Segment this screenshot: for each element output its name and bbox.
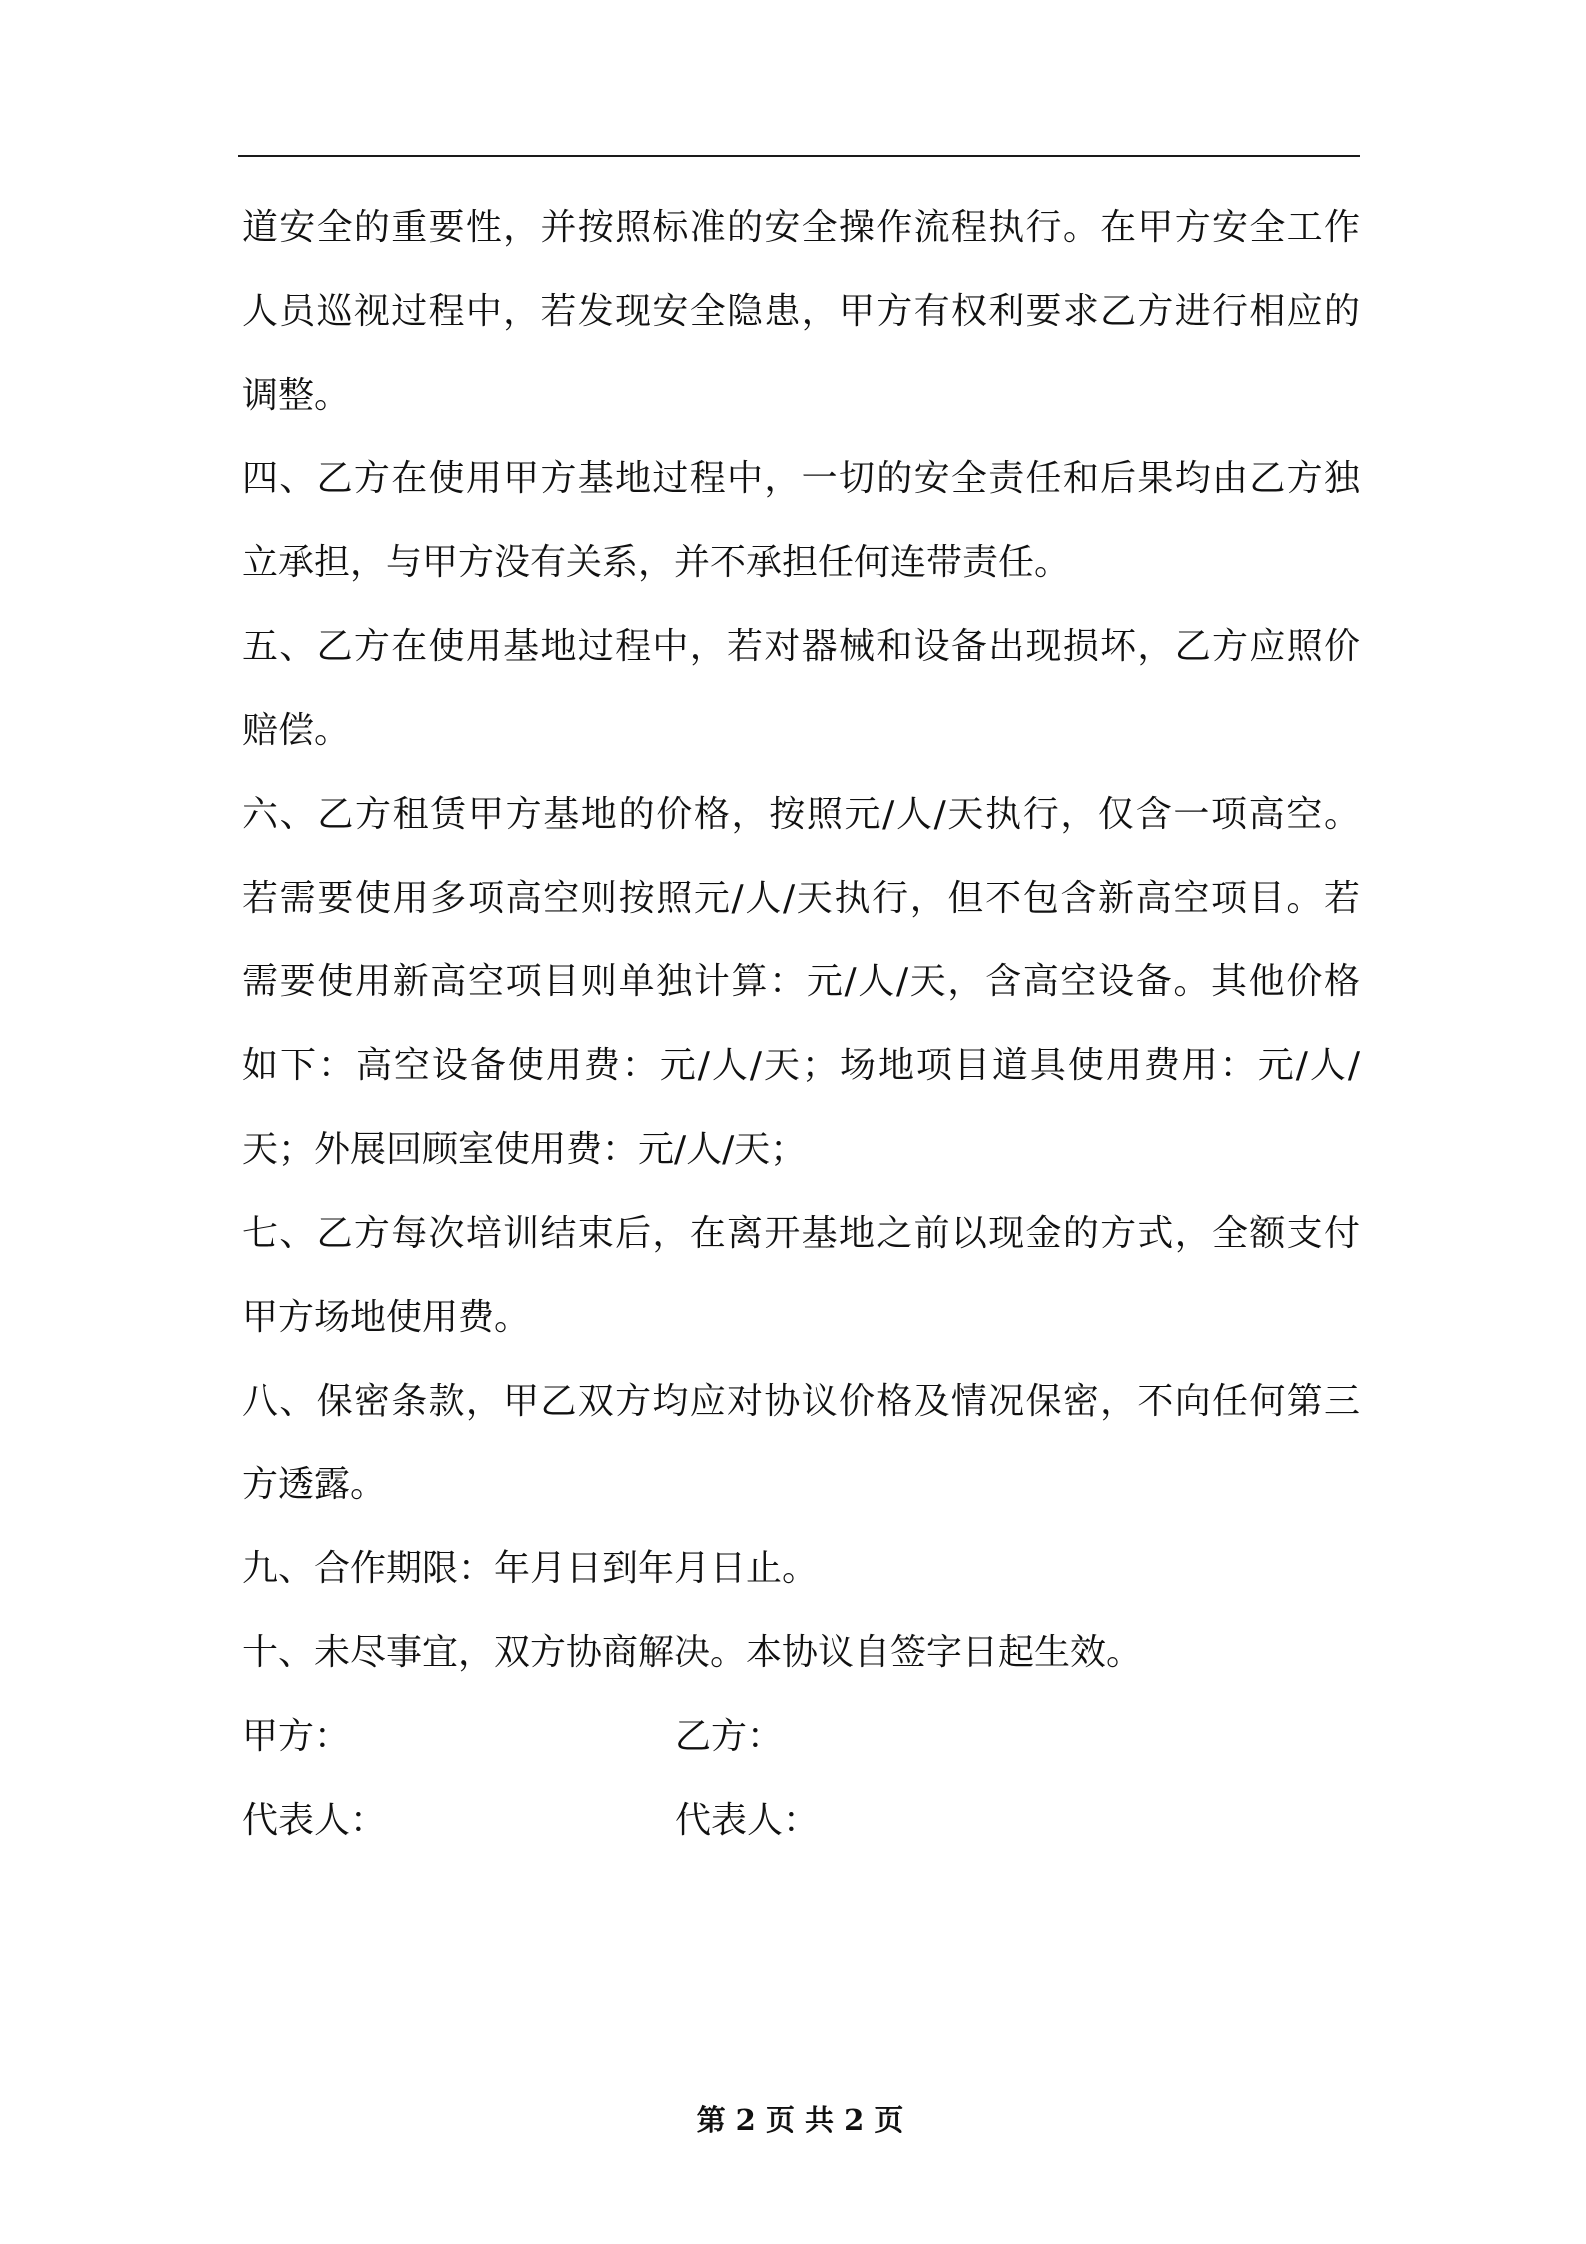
header-rule [238, 155, 1360, 157]
body-text-line: 赔偿。 [242, 709, 351, 751]
clause-7 [242, 1192, 1360, 1360]
body-text-line: 调整。 [242, 374, 351, 416]
clause-9 [242, 1527, 1360, 1611]
clause-4 [242, 437, 1360, 605]
party-b-label: 乙方： [675, 1715, 784, 1757]
body-text-line: 七、乙方每次培训结束后，在离开基地之前以现金的方式，全额支付 [242, 1212, 1360, 1254]
body-text-line: 四、乙方在使用甲方基地过程中，一切的安全责任和后果均由乙方独 [242, 458, 1360, 500]
body-text-line: 立承担，与甲方没有关系，并不承担任何连带责任。 [242, 542, 1071, 584]
body-text-line: 五、乙方在使用基地过程中，若对器械和设备出现损坏，乙方应照价 [242, 626, 1360, 668]
body-text-line: 甲方场地使用费。 [242, 1296, 531, 1338]
party-a-representative-label: 代表人： [242, 1799, 387, 1841]
signature-party-row [242, 1695, 1360, 1779]
body-text-line: 六、乙方租赁甲方基地的价格，按照元/人/天执行，仅含一项高空。 [242, 793, 1360, 835]
body-text-line: 人员巡视过程中，若发现安全隐患，甲方有权利要求乙方进行相应的 [242, 290, 1360, 332]
party-b-representative-label: 代表人： [675, 1799, 820, 1841]
clause-10 [242, 1611, 1360, 1695]
body-text-line: 方透露。 [242, 1464, 387, 1506]
paragraph-continued-safety [242, 186, 1360, 437]
clause-6 [242, 773, 1360, 1192]
clause-8 [242, 1360, 1360, 1528]
signature-representative-row [242, 1779, 1360, 1863]
party-a-label: 甲方： [242, 1715, 351, 1757]
body-text-line: 八、保密条款，甲乙双方均应对协议价格及情况保密，不向任何第三 [242, 1380, 1360, 1422]
body-text-line: 十、未尽事宜，双方协商解决。本协议自签字日起生效。 [242, 1632, 1143, 1674]
body-text-line: 道安全的重要性，并按照标准的安全操作流程执行。在甲方安全工作 [242, 207, 1360, 248]
body-text-line: 需要使用新高空项目则单独计算：元/人/天，含高空设备。其他价格 [242, 961, 1360, 1003]
body-text-line: 如下：高空设备使用费：元/人/天；场地项目道具使用费用：元/人/ [242, 1045, 1360, 1087]
body-text-line: 若需要使用多项高空则按照元/人/天执行，但不包含新高空项目。若 [242, 877, 1360, 919]
page-number-footer: 第 2 页 共 2 页 [696, 2103, 904, 2137]
document-body [242, 186, 1360, 1863]
clause-5 [242, 605, 1360, 773]
body-text-line: 九、合作期限：年月日到年月日止。 [242, 1548, 819, 1590]
body-text-line: 天；外展回顾室使用费：元/人/天； [242, 1129, 807, 1171]
